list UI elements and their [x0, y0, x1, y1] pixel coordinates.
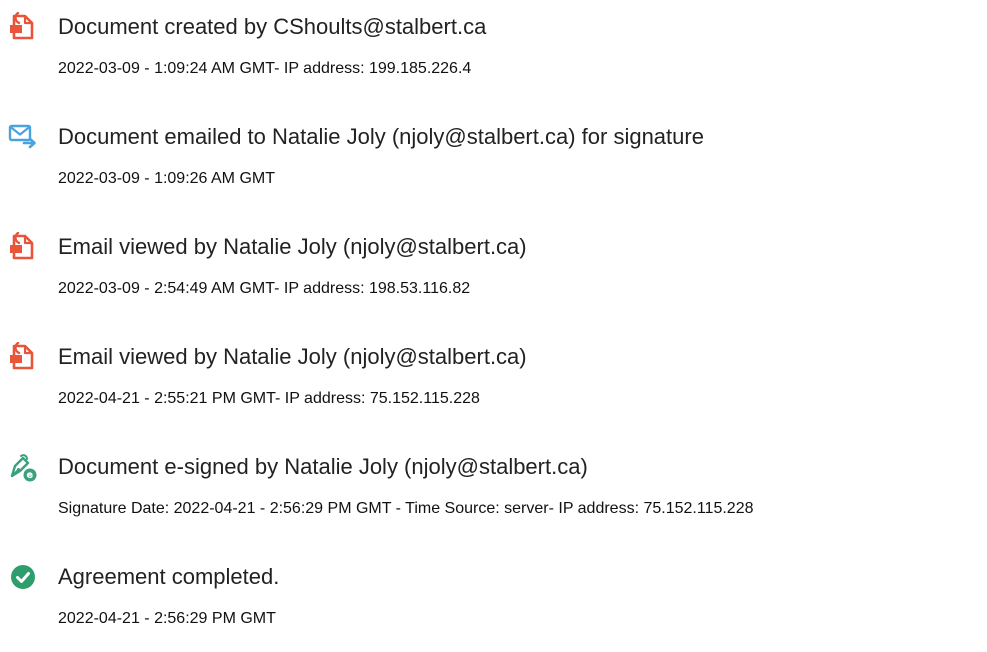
- pdf-document-icon: [8, 342, 38, 372]
- event-detail: 2022-04-21 - 2:55:21 PM GMT- IP address: 75.152.115.228: [58, 390, 480, 407]
- history-event: [0, 232, 987, 322]
- event-detail: 2022-03-09 - 2:54:49 AM GMT- IP address: 198.53.116.82: [58, 280, 471, 297]
- check-circle-icon: [8, 562, 38, 592]
- event-detail: Signature Date: 2022-04-21 - 2:56:29 PM GMT - Time Source: server- IP address: 75.152.115.228: [58, 500, 754, 517]
- event-title: Email viewed by Natalie Joly (njoly@stalbert.ca): [58, 344, 527, 369]
- email-sent-icon: [8, 122, 38, 152]
- event-title: Email viewed by Natalie Joly (njoly@stalbert.ca): [58, 234, 527, 259]
- event-title: Document created by CShoults@stalbert.ca: [58, 14, 487, 39]
- history-event: [0, 562, 987, 652]
- event-title: Document emailed to Natalie Joly (njoly@stalbert.ca) for signature: [58, 124, 704, 149]
- event-detail: 2022-03-09 - 1:09:24 AM GMT- IP address: 199.185.226.4: [58, 60, 472, 77]
- history-event: [0, 452, 987, 542]
- pdf-document-icon: [8, 232, 38, 262]
- e-sign-pen-icon: [8, 452, 38, 482]
- event-detail: 2022-04-21 - 2:56:29 PM GMT: [58, 610, 276, 627]
- event-title: Agreement completed.: [58, 564, 280, 589]
- history-event: [0, 12, 987, 102]
- event-title: Document e-signed by Natalie Joly (njoly@stalbert.ca): [58, 454, 588, 479]
- pdf-document-icon: [8, 12, 38, 42]
- event-detail: 2022-03-09 - 1:09:26 AM GMT: [58, 170, 275, 187]
- history-event: [0, 122, 987, 212]
- history-event: [0, 342, 987, 432]
